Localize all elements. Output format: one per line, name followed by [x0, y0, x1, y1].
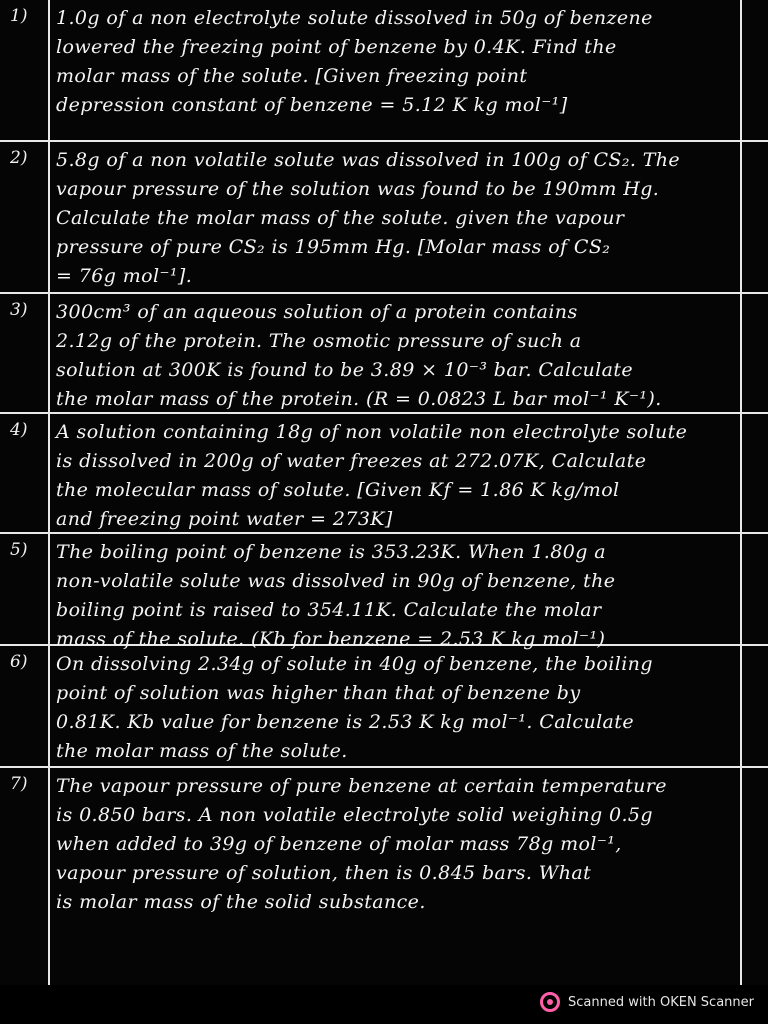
question-number: 2) [10, 148, 28, 168]
question-number: 6) [10, 652, 28, 672]
question-6 [0, 646, 768, 768]
scanner-watermark [540, 992, 754, 1012]
oken-scanner-logo-icon [540, 992, 560, 1012]
question-text: A solution containing 18g of non volatile non electrolyte solute is dissolved in 200g of water freezes at 272.07K, Calculate the molecular mass of solute. [Given Kf = 1.86 K kg/mol and freezing point water = 273K] [56, 421, 688, 530]
question-text: The boiling point of benzene is 353.23K. When 1.80g a non-volatile solute was dissolved in 90g of benzene, the boiling point is raised to 354.11K. Calculate the molar mass of the solute. (Kb for benzene = 2.53 K kg mol⁻¹) [56, 541, 616, 650]
question-number: 1) [10, 6, 28, 26]
question-number: 5) [10, 540, 28, 560]
question-number: 3) [10, 300, 28, 320]
scanner-label: Scanned with OKEN Scanner [568, 994, 754, 1010]
question-2 [0, 142, 768, 294]
question-text: On dissolving 2.34g of solute in 40g of benzene, the boiling point of solution was higher than that of benzene by 0.81K. Kb value for benzene is 2.53 K kg mol⁻¹. Calculate the molar mass of the solute. [56, 653, 653, 762]
question-7 [0, 768, 768, 968]
question-5 [0, 534, 768, 650]
question-number: 4) [10, 420, 28, 440]
question-number: 7) [10, 774, 28, 794]
question-text: 1.0g of a non electrolyte solute dissolved in 50g of benzene lowered the freezing point of benzene by 0.4K. Find the molar mass of the solute. [Given freezing point depression constant of benzene = 5.12 K kg mol⁻¹] [56, 7, 653, 116]
question-text: The vapour pressure of pure benzene at certain temperature is 0.850 bars. A non volatile electrolyte solid weighing 0.5g when added to 39g of benzene of molar mass 78g mol⁻¹, vapour pressure of solution, then is 0.845 bars. What is molar mass of the solid substance. [56, 775, 667, 913]
question-1 [0, 0, 768, 142]
scanner-footer [0, 985, 768, 1024]
question-text: 300cm³ of an aqueous solution of a protein contains 2.12g of the protein. The osmotic pressure of such a solution at 300K is found to be 3.89 × 10⁻³ bar. Calculate the molar mass of the protein. (R = 0.0823 L bar mol⁻¹ K⁻¹). [56, 301, 662, 410]
question-3 [0, 294, 768, 414]
question-text: 5.8g of a non volatile solute was dissolved in 100g of CS₂. The vapour pressure of the solution was found to be 190mm Hg. Calculate the molar mass of the solute. given the vapour pressure of pure CS₂ is 195mm Hg. [Molar mass of CS₂ = 76g mol⁻¹]. [56, 149, 681, 287]
question-4 [0, 414, 768, 534]
